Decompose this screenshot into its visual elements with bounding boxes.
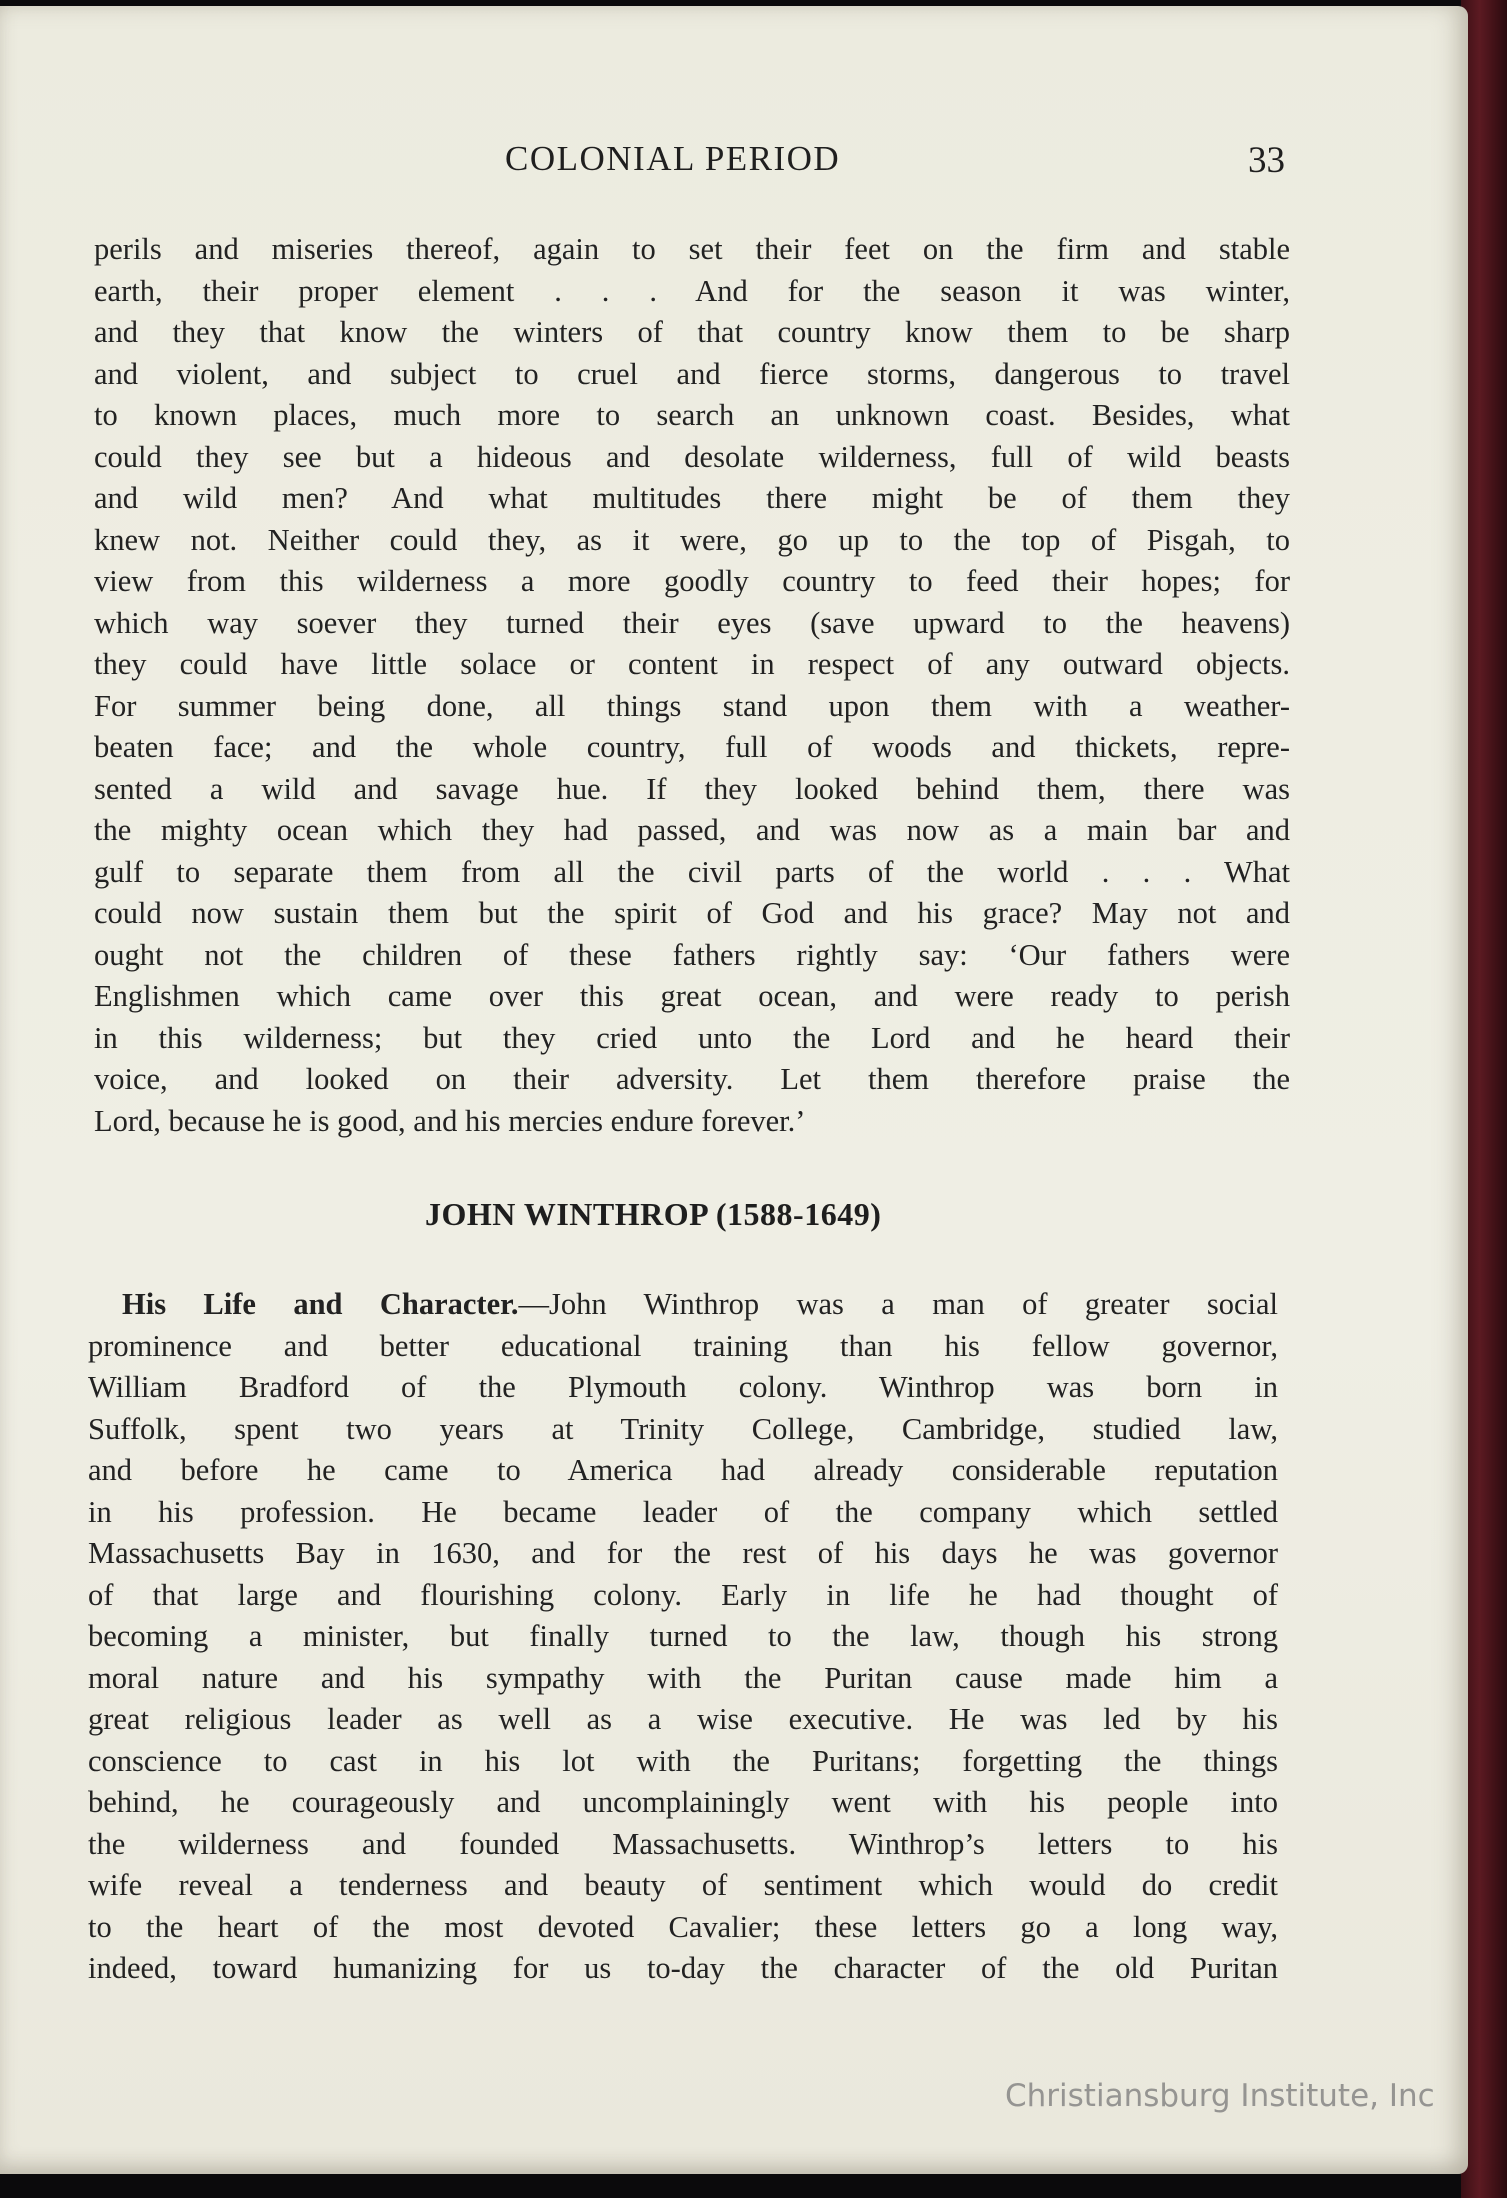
- passage-line: in this wilderness; but they cried unto the Lord and he heard their: [94, 1020, 1290, 1055]
- paragraph-line: of that large and flourishing colony. Early in life he had thought of: [88, 1577, 1278, 1612]
- passage-line: and they that know the winters of that country know them to be sharp: [94, 315, 1290, 349]
- paragraph-first-line: [88, 1284, 1278, 1326]
- passage-line: could they see but a hideous and desolate wilderness, full of wild beasts: [94, 439, 1290, 474]
- passage-line: which way soever they turned their eyes (save upward to the heavens): [94, 605, 1290, 640]
- paragraph-line: behind, he courageously and uncomplainingly went with his people into: [88, 1785, 1278, 1819]
- paragraph-line: Suffolk, spent two years at Trinity College, Cambridge, studied law,: [88, 1411, 1278, 1446]
- paragraph-line: and before he came to America had already considerable reputation: [88, 1453, 1278, 1487]
- passage-line: ought not the children of these fathers rightly say: ‘Our fathers were: [94, 937, 1290, 972]
- paragraph-line: in his profession. He became leader of the company which settled: [88, 1494, 1278, 1529]
- passage-line: Lord, because he is good, and his mercies endure forever.’: [94, 1103, 806, 1138]
- paragraph-line: to the heart of the most devoted Cavalier; these letters go a long way,: [88, 1909, 1278, 1944]
- passage-line: knew not. Neither could they, as it were, go up to the top of Pisgah, to: [94, 522, 1290, 557]
- passage-line: and violent, and subject to cruel and fierce storms, dangerous to travel: [94, 356, 1290, 391]
- biography-paragraph: [88, 1284, 1278, 1990]
- running-head: COLONIAL PERIOD: [505, 139, 841, 178]
- passage-line: voice, and looked on their adversity. Let them therefore praise the: [94, 1062, 1290, 1096]
- passage-line: view from this wilderness a more goodly country to feed their hopes; for: [94, 564, 1290, 598]
- first-line-text: —John Winthrop was a man of greater social: [518, 1287, 1279, 1321]
- paragraph-line: moral nature and his sympathy with the Puritan cause made him a: [88, 1660, 1278, 1695]
- paragraph-line: wife reveal a tenderness and beauty of sentiment which would do credit: [88, 1868, 1278, 1902]
- passage-line: gulf to separate them from all the civil parts of the world . . . What: [94, 854, 1290, 889]
- passage-line: and wild men? And what multitudes there might be of them they: [94, 481, 1290, 515]
- quoted-passage: [94, 229, 1290, 1142]
- paragraph-line: Massachusetts Bay in 1630, and for the rest of his days he was governor: [88, 1536, 1278, 1570]
- paragraph-line: great religious leader as well as a wise executive. He was led by his: [88, 1702, 1278, 1736]
- watermark: Christiansburg Institute, Inc: [1005, 2078, 1435, 2114]
- paragraph-line: William Bradford of the Plymouth colony. Winthrop was born in: [88, 1370, 1278, 1404]
- passage-line: could now sustain them but the spirit of God and his grace? May not and: [94, 896, 1290, 930]
- paragraph-line: conscience to cast in his lot with the Puritans; forgetting the things: [88, 1743, 1278, 1778]
- passage-line: Englishmen which came over this great ocean, and were ready to perish: [94, 979, 1290, 1013]
- passage-line: perils and miseries thereof, again to set their feet on the firm and stable: [94, 232, 1290, 266]
- section-heading: JOHN WINTHROP (1588-1649): [425, 1196, 882, 1232]
- passage-line: to known places, much more to search an unknown coast. Besides, what: [94, 398, 1290, 432]
- paragraph-line: becoming a minister, but finally turned to the law, though his strong: [88, 1619, 1278, 1653]
- passage-line: sented a wild and savage hue. If they looked behind them, there was: [94, 771, 1290, 806]
- passage-line: earth, their proper element . . . And for the season it was winter,: [94, 273, 1290, 308]
- passage-line: For summer being done, all things stand upon them with a weather-: [94, 688, 1290, 723]
- paragraph-line: the wilderness and founded Massachusetts. Winthrop’s letters to his: [88, 1826, 1278, 1861]
- passage-line: they could have little solace or content in respect of any outward objects.: [94, 647, 1290, 681]
- page-number: 33: [1248, 140, 1285, 181]
- book-page: [0, 6, 1468, 2174]
- paragraph-line: prominence and better educational training than his fellow governor,: [88, 1328, 1278, 1363]
- passage-line: beaten face; and the whole country, full of woods and thickets, repre-: [94, 730, 1290, 764]
- run-in-title: His Life and Character.: [122, 1287, 519, 1321]
- paragraph-line: indeed, toward humanizing for us to-day the character of the old Puritan: [88, 1951, 1278, 1985]
- passage-line: the mighty ocean which they had passed, and was now as a main bar and: [94, 813, 1290, 847]
